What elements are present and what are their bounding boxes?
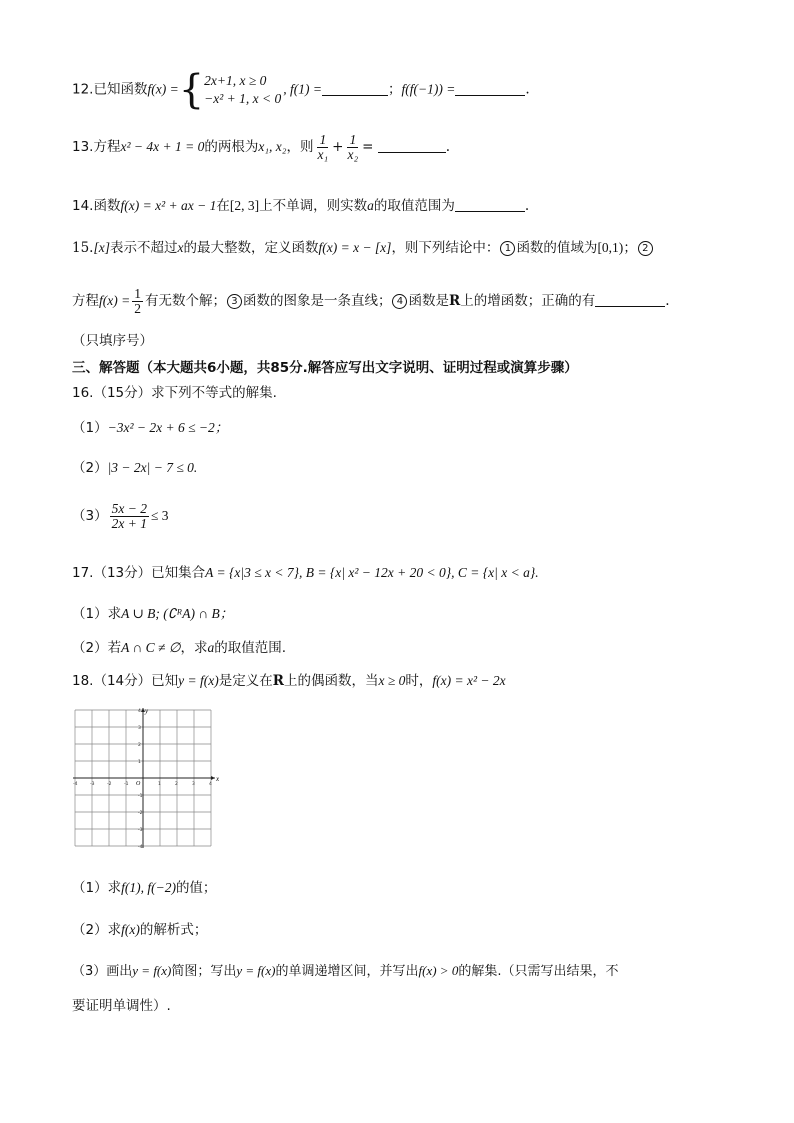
q17-title: 17.（13分）已知集合: [72, 565, 206, 581]
q18-p3-b: 简图；写出: [171, 964, 237, 979]
q16-p2-math: |3 − 2x| − 7 ≤ 0.: [107, 460, 198, 475]
y-tick-label: -4: [138, 845, 143, 850]
q14-mid3: 的取值范围为: [373, 198, 455, 214]
q18-p2: [72, 922, 734, 939]
q13-frac2-den: x₂: [347, 147, 359, 163]
q14-var: a: [367, 198, 374, 213]
x-tick-label: 3: [192, 782, 195, 787]
q15-l2-t4: 函数是: [408, 293, 449, 310]
q18-p2-end: 的解析式；: [139, 922, 208, 938]
q18-p3-line2: 要证明单调性）.: [72, 998, 171, 1014]
q14-mid2: 上不单调，则实数: [259, 198, 368, 214]
x-tick-label: 2: [175, 782, 178, 787]
q17-p2: [72, 640, 734, 657]
q17-sets: A = {x|3 ≤ x < 7}, B = {x| x² − 12x + 20 < 0}, C = {x| x < a}.: [205, 565, 539, 580]
q13-roots: x₁, x₂: [258, 139, 287, 155]
q15-l2-t3: 函数的图象是一条直线；: [242, 293, 392, 310]
q14-mid: 在: [216, 198, 230, 214]
q15-l2-t1: 方程: [72, 293, 99, 310]
x-tick-label: -4: [73, 782, 78, 787]
q15-func: f(x) = x − [x]: [318, 240, 392, 255]
section3-heading: 三、解答题（本大题共6小题，共85分.解答应写出文字说明、证明过程或演算步骤）: [72, 360, 578, 376]
q18-p3-a: （3）画出: [72, 964, 133, 979]
q15-line3: （只填序号）: [72, 333, 153, 349]
q14-line: [72, 197, 734, 215]
q18-p3-d: 的解集.（只需写出结果，不: [458, 964, 619, 979]
q13-blank[interactable]: [378, 138, 446, 153]
q15-t3: ，则下列结论中：: [391, 240, 500, 256]
x-tick-label: -3: [90, 782, 95, 787]
q18-p2-label: （2）求: [72, 922, 122, 938]
q15-t4: 函数的值域为: [516, 240, 598, 256]
q15-t2: 的最大整数，定义函数: [183, 240, 319, 256]
q18-cond: x ≥ 0: [378, 673, 406, 688]
q12-sep: ；: [388, 81, 402, 98]
q18-def: f(x) = x² − 2x: [432, 673, 506, 688]
q17-p1-math: A ∪ B; (∁ᴿA) ∩ B；: [121, 606, 234, 621]
x-axis-arrow: [211, 776, 215, 780]
x-tick-label: 1: [158, 782, 161, 787]
q13-eq-sign: =: [362, 139, 374, 156]
q18-p1: [72, 880, 734, 897]
q15-l2-t2: 有无数个解；: [144, 293, 226, 310]
q16-p3-rel: ≤ 3: [150, 508, 169, 524]
q16-p3-frac: [110, 502, 149, 531]
q18-p1-end: 的值；: [175, 880, 217, 896]
q14-interval: [2, 3]: [229, 198, 260, 213]
q13-eq: x² − 4x + 1 = 0: [120, 139, 205, 155]
q13-end: .: [445, 139, 451, 156]
q17-p2-label: （2）若: [72, 640, 122, 656]
q15-circle-3: 3: [227, 294, 242, 309]
y-tick-label: -2: [138, 811, 143, 816]
origin-label: O: [136, 781, 141, 787]
q18-p3-c: 的单调递增区间，并写出: [275, 964, 419, 979]
q16-p1-math: −3x² − 2x + 6 ≤ −2；: [107, 420, 229, 435]
y-tick-label: 2: [138, 743, 141, 748]
q18-p3: [72, 963, 734, 980]
q18-func: y = f(x): [178, 673, 219, 688]
q16-p3: [72, 502, 734, 531]
y-tick-label: -1: [138, 794, 143, 799]
q13-frac1-den: x₁: [317, 147, 329, 163]
q18-p1-math: f(1), f(−2): [121, 880, 176, 895]
x-axis-label: x: [216, 775, 220, 783]
q15-range: [0,1): [597, 240, 624, 255]
q16-p3-den: 2x + 1: [111, 516, 147, 532]
q15-circle-2: 2: [638, 241, 653, 256]
coordinate-grid: [72, 706, 222, 858]
q13-mid: 的两根为: [204, 139, 259, 156]
q15-l2-t5: 上的增函数；正确的有: [460, 293, 596, 310]
q18-t2: 上的偶函数，当: [283, 673, 379, 689]
q15-prefix: 15.: [72, 240, 94, 256]
x-tick-label: 4: [209, 782, 212, 787]
q17-p2-math: A ∩ C ≠ ∅: [121, 640, 181, 655]
q13-then: ，则: [286, 139, 314, 156]
q18-p3-f2: y = f(x): [236, 963, 276, 978]
q15-l2-end: .: [665, 293, 670, 310]
q13-line: [72, 133, 734, 162]
q14-func: f(x) = x² + ax − 1: [120, 198, 217, 213]
q12-case1: 2x+1, x ≥ 0: [204, 73, 267, 89]
q16-p2-label: （2）: [72, 460, 108, 476]
q15-bracket: [x]: [93, 240, 110, 255]
y-tick-label: -3: [138, 828, 143, 833]
q17-p2-text: ，求: [180, 640, 208, 656]
q18-p1-label: （1）求: [72, 880, 122, 896]
q15-circle-4: 4: [392, 294, 407, 309]
q12-case2: −x² + 1, x < 0: [204, 91, 282, 106]
y-axis-label: y: [145, 707, 149, 715]
y-tick-label: 3: [138, 726, 141, 731]
q18-p2-math: f(x): [121, 922, 140, 937]
q12-brace: {: [178, 67, 205, 113]
q18-title-line: [72, 673, 734, 690]
q15-t5: ；: [623, 240, 637, 256]
x-tick-label: -1: [124, 782, 129, 787]
q15-l2-frac-den: 2: [134, 301, 141, 317]
q17-p1: [72, 606, 734, 623]
q18-title: 18.（14分）已知: [72, 673, 179, 689]
q15-circle-1: 1: [500, 241, 515, 256]
q15-var: x: [177, 240, 184, 255]
q15-t1: 表示不超过: [109, 240, 178, 256]
q15-l2-func: f(x) =: [99, 293, 131, 309]
q16-p2: [72, 460, 734, 477]
q18-p3-f3: f(x) > 0: [418, 963, 459, 978]
q14-end: .: [524, 198, 530, 214]
y-tick-label: 4: [138, 709, 141, 714]
q12-line: [72, 67, 734, 113]
q17-p1-label: （1）求: [72, 606, 122, 622]
q15-l2-R: R: [448, 293, 461, 310]
q13-frac1: [315, 133, 330, 162]
x-tick-label: -2: [107, 782, 112, 787]
q15-l2-frac-num: 1: [134, 286, 141, 301]
q12-func: f(x) =: [147, 81, 179, 97]
q13-frac2-num: 1: [349, 132, 357, 147]
q17-p2-end: 的取值范围.: [214, 640, 287, 656]
q12-blank1[interactable]: [322, 81, 388, 96]
q18-R: R: [272, 673, 284, 689]
q13-frac1-num: 1: [319, 132, 327, 147]
q18-p3-f1: y = f(x): [132, 963, 172, 978]
q16-p3-num: 5x − 2: [111, 501, 147, 516]
q16-p1: [72, 420, 734, 437]
q15-blank[interactable]: [595, 292, 665, 307]
q13-prefix: 13.方程: [72, 139, 121, 156]
q18-t1: 是定义在: [218, 673, 273, 689]
q13-frac2: [345, 133, 360, 162]
q17-title-line: [72, 565, 734, 582]
q15-line2: [72, 287, 734, 316]
q12-part2: f(f(−1)) =: [401, 81, 456, 97]
q14-blank[interactable]: [455, 197, 525, 212]
q17-p2-var: a: [207, 640, 215, 655]
q13-plus: +: [332, 139, 344, 156]
q12-part1: , f(1) =: [283, 81, 323, 97]
q14-prefix: 14.函数: [72, 198, 121, 214]
q16-p1-label: （1）: [72, 420, 108, 436]
q12-blank2[interactable]: [455, 81, 525, 96]
q15-l2-frac: [132, 287, 143, 316]
q18-t3: 时，: [405, 673, 433, 689]
q16-title: 16.（15分）求下列不等式的解集.: [72, 385, 277, 401]
q12-end: .: [525, 81, 530, 98]
q12-prefix: 12.已知函数: [72, 81, 148, 98]
y-tick-label: 1: [138, 760, 141, 765]
q12-cases: [204, 72, 281, 107]
q16-p3-label: （3）: [72, 508, 108, 525]
q15-line1: [72, 240, 734, 257]
